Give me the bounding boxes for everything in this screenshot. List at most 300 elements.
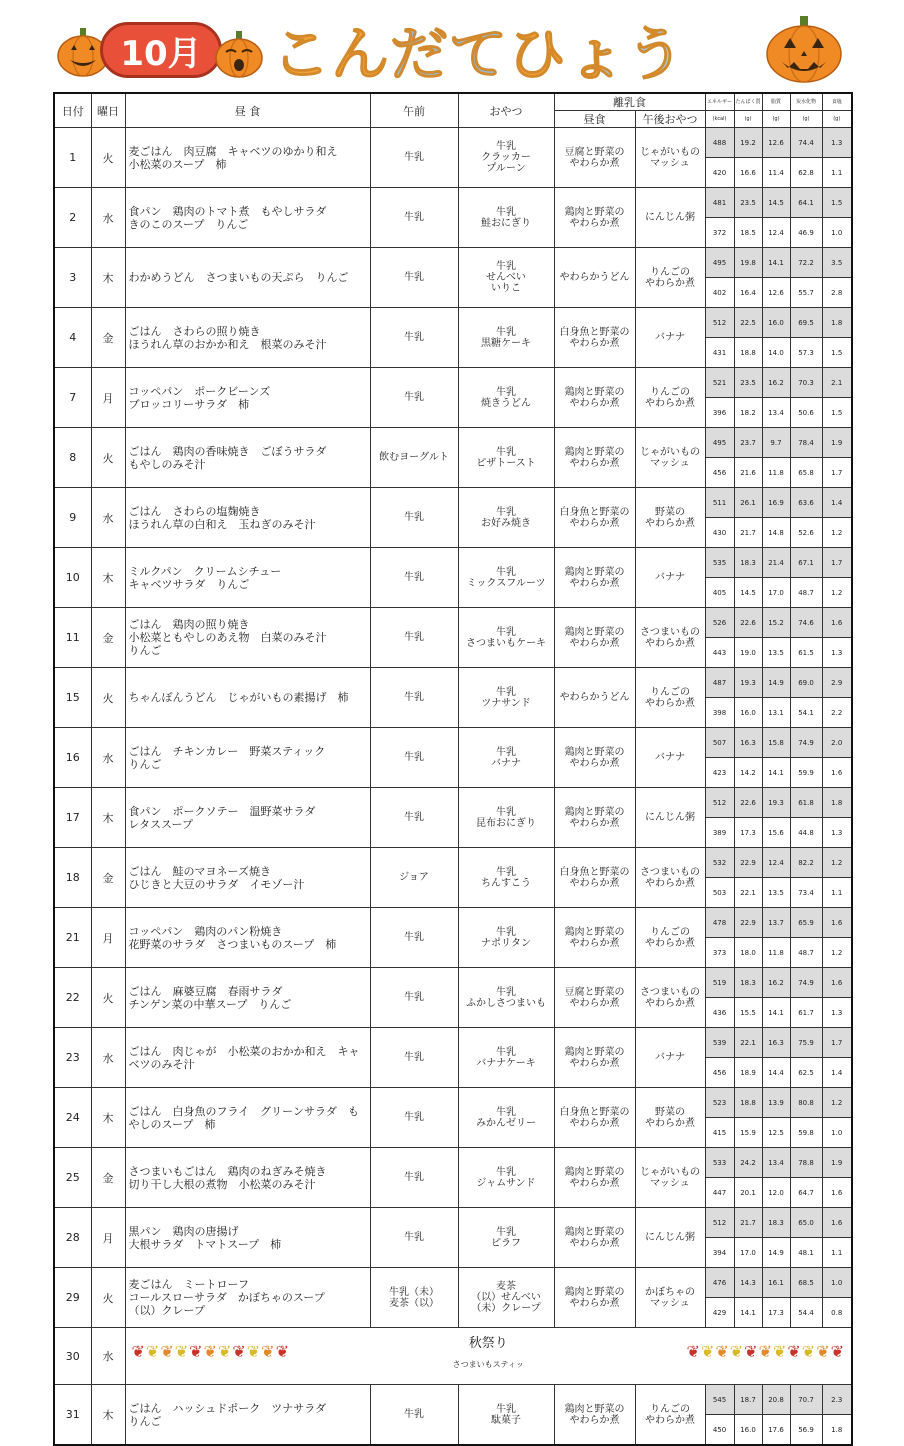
baby-lunch-cell: 鶏肉と野菜の やわらか煮: [554, 728, 635, 788]
baby-lunch-cell: 鶏肉と野菜の やわらか煮: [554, 548, 635, 608]
weekday-cell: 月: [91, 908, 125, 968]
lunch-cell: ごはん さわらの照り焼き ほうれん草のおかか和え 根菜のみそ汁: [125, 308, 370, 368]
nutrition-energy-lower: 394: [705, 1238, 734, 1268]
date-cell: 31: [54, 1385, 91, 1446]
menu-row: [54, 848, 852, 878]
baby-lunch-cell: やわらかうどん: [554, 668, 635, 728]
nutrition-protein-lower: 17.0: [734, 1238, 762, 1268]
baby-snack-cell: さつまいもの やわらか煮: [635, 608, 705, 668]
morning-snack-cell: 牛乳: [370, 128, 458, 188]
nutrition-protein-upper: 18.8: [734, 1088, 762, 1118]
snack-cell: 牛乳 さつまいもケーキ: [458, 608, 554, 668]
nutrition-protein-lower: 18.8: [734, 338, 762, 368]
weekday-cell: 月: [91, 368, 125, 428]
lunch-cell: ごはん チキンカレー 野菜スティック りんご: [125, 728, 370, 788]
nutrition-fat-upper: 16.9: [762, 488, 790, 518]
menu-row: [54, 1088, 852, 1118]
nutrition-protein-upper: 22.9: [734, 848, 762, 878]
nutrition-protein-upper: 22.6: [734, 788, 762, 818]
nutrition-energy-upper: 495: [705, 248, 734, 278]
page-title: こんだてひょう: [272, 14, 762, 84]
baby-snack-cell: じゃがいもの マッシュ: [635, 128, 705, 188]
nutrition-protein-upper: 22.1: [734, 1028, 762, 1058]
baby-lunch-cell: 鶏肉と野菜の やわらか煮: [554, 608, 635, 668]
nutrition-carb-upper: 70.7: [790, 1385, 822, 1415]
col-fat-unit: (g): [762, 111, 790, 128]
nutrition-fat-upper: 12.4: [762, 848, 790, 878]
nutrition-protein-lower: 20.1: [734, 1178, 762, 1208]
date-cell: 30: [54, 1328, 91, 1385]
snack-cell: 牛乳 ふかしさつまいも: [458, 968, 554, 1028]
menu-row: [54, 608, 852, 638]
morning-snack-cell: 牛乳: [370, 968, 458, 1028]
nutrition-energy-lower: 405: [705, 578, 734, 608]
weekday-cell: 火: [91, 1268, 125, 1328]
nutrition-energy-lower: 373: [705, 938, 734, 968]
nutrition-protein-upper: 23.7: [734, 428, 762, 458]
nutrition-fat-upper: 14.9: [762, 668, 790, 698]
snack-cell: 牛乳 ピラフ: [458, 1208, 554, 1268]
baby-lunch-cell: 白身魚と野菜の やわらか煮: [554, 1088, 635, 1148]
nutrition-carb-lower: 44.8: [790, 818, 822, 848]
nutrition-salt-lower: 1.2: [822, 518, 852, 548]
snack-cell: 牛乳 ピザトースト: [458, 428, 554, 488]
nutrition-salt-lower: 1.2: [822, 938, 852, 968]
nutrition-carb-lower: 57.3: [790, 338, 822, 368]
snack-cell: 牛乳 クラッカー プルーン: [458, 128, 554, 188]
baby-snack-cell: りんごの やわらか煮: [635, 668, 705, 728]
nutrition-fat-lower: 13.1: [762, 698, 790, 728]
nutrition-fat-upper: 13.9: [762, 1088, 790, 1118]
baby-lunch-cell: 鶏肉と野菜の やわらか煮: [554, 908, 635, 968]
nutrition-salt-lower: 0.8: [822, 1298, 852, 1328]
nutrition-carb-lower: 54.1: [790, 698, 822, 728]
baby-lunch-cell: 鶏肉と野菜の やわらか煮: [554, 788, 635, 848]
weekday-cell: 木: [91, 248, 125, 308]
lunch-cell: ごはん 肉じゃが 小松菜のおかか和え キャ ベツのみそ汁: [125, 1028, 370, 1088]
weekday-cell: 木: [91, 1385, 125, 1446]
date-cell: 15: [54, 668, 91, 728]
nutrition-energy-lower: 430: [705, 518, 734, 548]
date-cell: 23: [54, 1028, 91, 1088]
baby-snack-cell: バナナ: [635, 548, 705, 608]
weekday-cell: 木: [91, 548, 125, 608]
menu-row: [54, 248, 852, 278]
nutrition-salt-lower: 1.4: [822, 1058, 852, 1088]
nutrition-salt-lower: 1.1: [822, 158, 852, 188]
nutrition-carb-upper: 78.8: [790, 1148, 822, 1178]
nutrition-salt-upper: 2.9: [822, 668, 852, 698]
jack-o-lantern-icon: [764, 14, 844, 84]
weekday-cell: 月: [91, 1208, 125, 1268]
nutrition-fat-lower: 13.4: [762, 398, 790, 428]
nutrition-energy-lower: 450: [705, 1415, 734, 1446]
nutrition-carb-upper: 69.5: [790, 308, 822, 338]
nutrition-salt-upper: 1.9: [822, 428, 852, 458]
date-cell: 8: [54, 428, 91, 488]
menu-row: [54, 128, 852, 158]
baby-lunch-cell: 白身魚と野菜の やわらか煮: [554, 308, 635, 368]
nutrition-carb-upper: 65.0: [790, 1208, 822, 1238]
festival-row: [54, 1328, 852, 1385]
weekday-cell: 水: [91, 728, 125, 788]
baby-snack-cell: バナナ: [635, 728, 705, 788]
menu-row: [54, 908, 852, 938]
morning-snack-cell: 牛乳: [370, 608, 458, 668]
menu-row: [54, 548, 852, 578]
nutrition-carb-upper: 78.4: [790, 428, 822, 458]
snack-cell: 麦茶 （以）せんべい （未）クレープ: [458, 1268, 554, 1328]
nutrition-energy-upper: 495: [705, 428, 734, 458]
baby-lunch-cell: 豆腐と野菜の やわらか煮: [554, 968, 635, 1028]
weekday-cell: 火: [91, 128, 125, 188]
nutrition-fat-lower: 14.1: [762, 758, 790, 788]
nutrition-fat-lower: 14.0: [762, 338, 790, 368]
nutrition-fat-lower: 12.5: [762, 1118, 790, 1148]
nutrition-carb-upper: 68.5: [790, 1268, 822, 1298]
morning-snack-cell: 牛乳（未） 麦茶（以）: [370, 1268, 458, 1328]
nutrition-protein-lower: 14.2: [734, 758, 762, 788]
nutrition-energy-upper: 535: [705, 548, 734, 578]
col-carb-unit: (g): [790, 111, 822, 128]
nutrition-fat-upper: 16.1: [762, 1268, 790, 1298]
date-cell: 29: [54, 1268, 91, 1328]
snack-cell: 牛乳 昆布おにぎり: [458, 788, 554, 848]
baby-lunch-cell: 鶏肉と野菜の やわらか煮: [554, 1268, 635, 1328]
nutrition-salt-lower: 1.8: [822, 1415, 852, 1446]
nutrition-protein-lower: 16.4: [734, 278, 762, 308]
nutrition-protein-upper: 22.5: [734, 308, 762, 338]
nutrition-carb-lower: 62.8: [790, 158, 822, 188]
nutrition-energy-upper: 521: [705, 368, 734, 398]
lunch-cell: コッペパン 鶏肉のパン粉焼き 花野菜のサラダ さつまいものスープ 柿: [125, 908, 370, 968]
nutrition-salt-upper: 1.2: [822, 848, 852, 878]
date-cell: 16: [54, 728, 91, 788]
nutrition-protein-lower: 15.9: [734, 1118, 762, 1148]
menu-row: [54, 968, 852, 998]
nutrition-protein-lower: 19.0: [734, 638, 762, 668]
nutrition-fat-lower: 11.8: [762, 938, 790, 968]
menu-row: [54, 788, 852, 818]
nutrition-salt-upper: 2.1: [822, 368, 852, 398]
date-cell: 7: [54, 368, 91, 428]
snack-cell: 牛乳 焼きうどん: [458, 368, 554, 428]
nutrition-salt-upper: 2.0: [822, 728, 852, 758]
col-salt: 食塩: [822, 93, 852, 111]
nutrition-fat-lower: 12.4: [762, 218, 790, 248]
col-energy: エネルギー: [705, 93, 734, 111]
nutrition-energy-upper: 523: [705, 1088, 734, 1118]
nutrition-carb-lower: 54.4: [790, 1298, 822, 1328]
baby-lunch-cell: 鶏肉と野菜の やわらか煮: [554, 1208, 635, 1268]
date-cell: 10: [54, 548, 91, 608]
nutrition-salt-upper: 1.9: [822, 1148, 852, 1178]
nutrition-protein-lower: 14.5: [734, 578, 762, 608]
nutrition-carb-lower: 48.7: [790, 938, 822, 968]
nutrition-salt-lower: 1.6: [822, 1178, 852, 1208]
nutrition-energy-lower: 429: [705, 1298, 734, 1328]
lunch-cell: 麦ごはん ミートローフ コールスローサラダ かぼちゃのスープ （以）クレープ: [125, 1268, 370, 1328]
nutrition-energy-lower: 456: [705, 1058, 734, 1088]
snack-cell: 牛乳 駄菓子: [458, 1385, 554, 1446]
date-cell: 18: [54, 848, 91, 908]
nutrition-salt-upper: 1.6: [822, 608, 852, 638]
menu-row: [54, 1148, 852, 1178]
nutrition-salt-upper: 1.2: [822, 1088, 852, 1118]
nutrition-fat-upper: 16.2: [762, 368, 790, 398]
baby-lunch-cell: 鶏肉と野菜の やわらか煮: [554, 1385, 635, 1446]
nutrition-protein-lower: 16.0: [734, 698, 762, 728]
nutrition-protein-lower: 18.2: [734, 398, 762, 428]
festival-subtitle: さつまいもスティッ: [452, 1360, 524, 1369]
nutrition-energy-upper: 487: [705, 668, 734, 698]
nutrition-fat-upper: 16.3: [762, 1028, 790, 1058]
morning-snack-cell: 牛乳: [370, 1148, 458, 1208]
lunch-cell: 食パン 鶏肉のトマト煮 もやしサラダ きのこのスープ りんご: [125, 188, 370, 248]
nutrition-protein-upper: 18.3: [734, 548, 762, 578]
nutrition-energy-lower: 398: [705, 698, 734, 728]
nutrition-energy-lower: 443: [705, 638, 734, 668]
nutrition-salt-upper: 3.5: [822, 248, 852, 278]
snack-cell: 牛乳 バナナケーキ: [458, 1028, 554, 1088]
baby-lunch-cell: 鶏肉と野菜の やわらか煮: [554, 368, 635, 428]
lunch-cell: ごはん 麻婆豆腐 春雨サラダ チンゲン菜の中華スープ りんご: [125, 968, 370, 1028]
date-cell: 2: [54, 188, 91, 248]
menu-body: [54, 128, 852, 1446]
lunch-cell: コッペパン ポークビーンズ ブロッコリーサラダ 柿: [125, 368, 370, 428]
nutrition-protein-upper: 18.7: [734, 1385, 762, 1415]
nutrition-carb-upper: 80.8: [790, 1088, 822, 1118]
nutrition-carb-lower: 65.8: [790, 458, 822, 488]
nutrition-protein-upper: 14.3: [734, 1268, 762, 1298]
col-salt-unit: (g): [822, 111, 852, 128]
nutrition-energy-upper: 488: [705, 128, 734, 158]
nutrition-fat-lower: 17.3: [762, 1298, 790, 1328]
lunch-cell: ごはん ハッシュドポーク ツナサラダ りんご: [125, 1385, 370, 1446]
nutrition-protein-lower: 18.5: [734, 218, 762, 248]
baby-snack-cell: かぼちゃの マッシュ: [635, 1268, 705, 1328]
nutrition-fat-upper: 14.1: [762, 248, 790, 278]
baby-snack-cell: 野菜の やわらか煮: [635, 488, 705, 548]
nutrition-energy-upper: 476: [705, 1268, 734, 1298]
date-cell: 22: [54, 968, 91, 1028]
nutrition-carb-upper: 70.3: [790, 368, 822, 398]
nutrition-energy-lower: 396: [705, 398, 734, 428]
baby-snack-cell: りんごの やわらか煮: [635, 248, 705, 308]
snack-cell: 牛乳 みかんゼリー: [458, 1088, 554, 1148]
snack-cell: 牛乳 ちんすこう: [458, 848, 554, 908]
nutrition-salt-upper: 1.7: [822, 548, 852, 578]
nutrition-carb-upper: 75.9: [790, 1028, 822, 1058]
nutrition-protein-upper: 26.1: [734, 488, 762, 518]
nutrition-salt-lower: 1.5: [822, 398, 852, 428]
date-cell: 28: [54, 1208, 91, 1268]
nutrition-fat-lower: 12.6: [762, 278, 790, 308]
nutrition-carb-upper: 74.9: [790, 968, 822, 998]
baby-snack-cell: バナナ: [635, 1028, 705, 1088]
nutrition-energy-lower: 423: [705, 758, 734, 788]
nutrition-energy-upper: 511: [705, 488, 734, 518]
weekday-cell: 水: [91, 488, 125, 548]
nutrition-fat-lower: 17.6: [762, 1415, 790, 1446]
morning-snack-cell: 飲むヨーグルト: [370, 428, 458, 488]
menu-row: [54, 488, 852, 518]
nutrition-energy-upper: 507: [705, 728, 734, 758]
nutrition-energy-upper: 533: [705, 1148, 734, 1178]
page-header: [0, 0, 904, 90]
weekday-cell: 水: [91, 188, 125, 248]
nutrition-salt-upper: 1.6: [822, 968, 852, 998]
snack-cell: 牛乳 ジャムサンド: [458, 1148, 554, 1208]
nutrition-fat-lower: 15.6: [762, 818, 790, 848]
nutrition-protein-lower: 17.3: [734, 818, 762, 848]
nutrition-protein-upper: 19.3: [734, 668, 762, 698]
lunch-cell: ミルクパン クリームシチュー キャベツサラダ りんご: [125, 548, 370, 608]
weekday-cell: 火: [91, 668, 125, 728]
nutrition-carb-upper: 82.2: [790, 848, 822, 878]
nutrition-salt-lower: 1.0: [822, 1118, 852, 1148]
lunch-cell: ごはん さわらの塩麹焼き ほうれん草の白和え 玉ねぎのみそ汁: [125, 488, 370, 548]
nutrition-carb-lower: 46.9: [790, 218, 822, 248]
col-morning: 午前: [370, 93, 458, 128]
nutrition-carb-lower: 55.7: [790, 278, 822, 308]
nutrition-salt-upper: 1.6: [822, 908, 852, 938]
nutrition-fat-upper: 15.8: [762, 728, 790, 758]
nutrition-protein-lower: 21.6: [734, 458, 762, 488]
morning-snack-cell: ジョア: [370, 848, 458, 908]
nutrition-protein-lower: 18.9: [734, 1058, 762, 1088]
nutrition-energy-upper: 512: [705, 788, 734, 818]
nutrition-carb-upper: 69.0: [790, 668, 822, 698]
nutrition-salt-upper: 1.8: [822, 788, 852, 818]
nutrition-energy-lower: 447: [705, 1178, 734, 1208]
nutrition-protein-lower: 22.1: [734, 878, 762, 908]
nutrition-energy-lower: 415: [705, 1118, 734, 1148]
morning-snack-cell: 牛乳: [370, 188, 458, 248]
nutrition-carb-lower: 61.7: [790, 998, 822, 1028]
col-protein: たんぱく質: [734, 93, 762, 111]
nutrition-fat-lower: 13.5: [762, 878, 790, 908]
nutrition-energy-upper: 526: [705, 608, 734, 638]
nutrition-fat-lower: 14.9: [762, 1238, 790, 1268]
baby-lunch-cell: 豆腐と野菜の やわらか煮: [554, 128, 635, 188]
month-badge: [100, 22, 222, 78]
date-cell: 9: [54, 488, 91, 548]
nutrition-salt-lower: 1.1: [822, 1238, 852, 1268]
morning-snack-cell: 牛乳: [370, 368, 458, 428]
weekday-cell: 木: [91, 1088, 125, 1148]
nutrition-fat-lower: 14.8: [762, 518, 790, 548]
nutrition-carb-lower: 64.7: [790, 1178, 822, 1208]
nutrition-protein-upper: 24.2: [734, 1148, 762, 1178]
col-protein-unit: (g): [734, 111, 762, 128]
nutrition-carb-upper: 65.9: [790, 908, 822, 938]
nutrition-salt-lower: 1.7: [822, 458, 852, 488]
col-fat: 脂質: [762, 93, 790, 111]
baby-snack-cell: りんごの やわらか煮: [635, 368, 705, 428]
nutrition-carb-upper: 74.9: [790, 728, 822, 758]
nutrition-protein-lower: 16.0: [734, 1415, 762, 1446]
menu-table: [53, 92, 853, 1446]
weekday-cell: 金: [91, 308, 125, 368]
nutrition-salt-upper: 1.6: [822, 1208, 852, 1238]
baby-snack-cell: りんごの やわらか煮: [635, 908, 705, 968]
nutrition-carb-upper: 64.1: [790, 188, 822, 218]
nutrition-protein-upper: 19.2: [734, 128, 762, 158]
snack-cell: 牛乳 せんべい いりこ: [458, 248, 554, 308]
nutrition-energy-upper: 539: [705, 1028, 734, 1058]
morning-snack-cell: 牛乳: [370, 788, 458, 848]
morning-snack-cell: 牛乳: [370, 908, 458, 968]
nutrition-salt-lower: 2.2: [822, 698, 852, 728]
nutrition-carb-lower: 48.1: [790, 1238, 822, 1268]
morning-snack-cell: 牛乳: [370, 308, 458, 368]
date-cell: 11: [54, 608, 91, 668]
snack-cell: 牛乳 鮭おにぎり: [458, 188, 554, 248]
lunch-cell: ごはん 白身魚のフライ グリーンサラダ も やしのスープ 柿: [125, 1088, 370, 1148]
nutrition-energy-upper: 478: [705, 908, 734, 938]
baby-lunch-cell: やわらかうどん: [554, 248, 635, 308]
col-carb: 炭水化物: [790, 93, 822, 111]
lunch-cell: ごはん 鮭のマヨネーズ焼き ひじきと大豆のサラダ イモゾー汁: [125, 848, 370, 908]
nutrition-carb-lower: 50.6: [790, 398, 822, 428]
col-energy-unit: (kcal): [705, 111, 734, 128]
baby-snack-cell: じゃがいもの マッシュ: [635, 1148, 705, 1208]
morning-snack-cell: 牛乳: [370, 248, 458, 308]
date-cell: 25: [54, 1148, 91, 1208]
menu-row: [54, 428, 852, 458]
date-cell: 4: [54, 308, 91, 368]
nutrition-fat-upper: 18.3: [762, 1208, 790, 1238]
festival-title: 秋祭り: [468, 1336, 508, 1351]
nutrition-carb-lower: 48.7: [790, 578, 822, 608]
weekday-cell: 木: [91, 788, 125, 848]
nutrition-carb-upper: 63.6: [790, 488, 822, 518]
lunch-cell: ちゃんぽんうどん じゃがいもの素揚げ 柿: [125, 668, 370, 728]
nutrition-fat-upper: 15.2: [762, 608, 790, 638]
nutrition-fat-upper: 16.0: [762, 308, 790, 338]
baby-snack-cell: バナナ: [635, 308, 705, 368]
morning-snack-cell: 牛乳: [370, 728, 458, 788]
nutrition-carb-lower: 73.4: [790, 878, 822, 908]
baby-lunch-cell: 白身魚と野菜の やわらか煮: [554, 848, 635, 908]
baby-snack-cell: さつまいもの やわらか煮: [635, 968, 705, 1028]
nutrition-energy-lower: 402: [705, 278, 734, 308]
nutrition-energy-lower: 503: [705, 878, 734, 908]
nutrition-protein-upper: 19.8: [734, 248, 762, 278]
nutrition-energy-lower: 372: [705, 218, 734, 248]
nutrition-fat-lower: 14.1: [762, 998, 790, 1028]
nutrition-fat-lower: 11.4: [762, 158, 790, 188]
weekday-cell: 金: [91, 848, 125, 908]
nutrition-protein-upper: 22.6: [734, 608, 762, 638]
nutrition-fat-upper: 14.5: [762, 188, 790, 218]
nutrition-protein-upper: 18.3: [734, 968, 762, 998]
weekday-cell: 金: [91, 1148, 125, 1208]
lunch-cell: 黒パン 鶏肉の唐揚げ 大根サラダ トマトスープ 柿: [125, 1208, 370, 1268]
nutrition-salt-lower: 1.0: [822, 218, 852, 248]
nutrition-fat-upper: 13.7: [762, 908, 790, 938]
nutrition-carb-lower: 59.9: [790, 758, 822, 788]
lunch-cell: わかめうどん さつまいもの天ぷら りんご: [125, 248, 370, 308]
lunch-cell: ごはん 鶏肉の香味焼き ごぼうサラダ もやしのみそ汁: [125, 428, 370, 488]
col-snack: おやつ: [458, 93, 554, 128]
baby-lunch-cell: 鶏肉と野菜の やわらか煮: [554, 1028, 635, 1088]
baby-snack-cell: 野菜の やわらか煮: [635, 1088, 705, 1148]
morning-snack-cell: 牛乳: [370, 1088, 458, 1148]
nutrition-salt-upper: 1.0: [822, 1268, 852, 1298]
nutrition-fat-lower: 17.0: [762, 578, 790, 608]
